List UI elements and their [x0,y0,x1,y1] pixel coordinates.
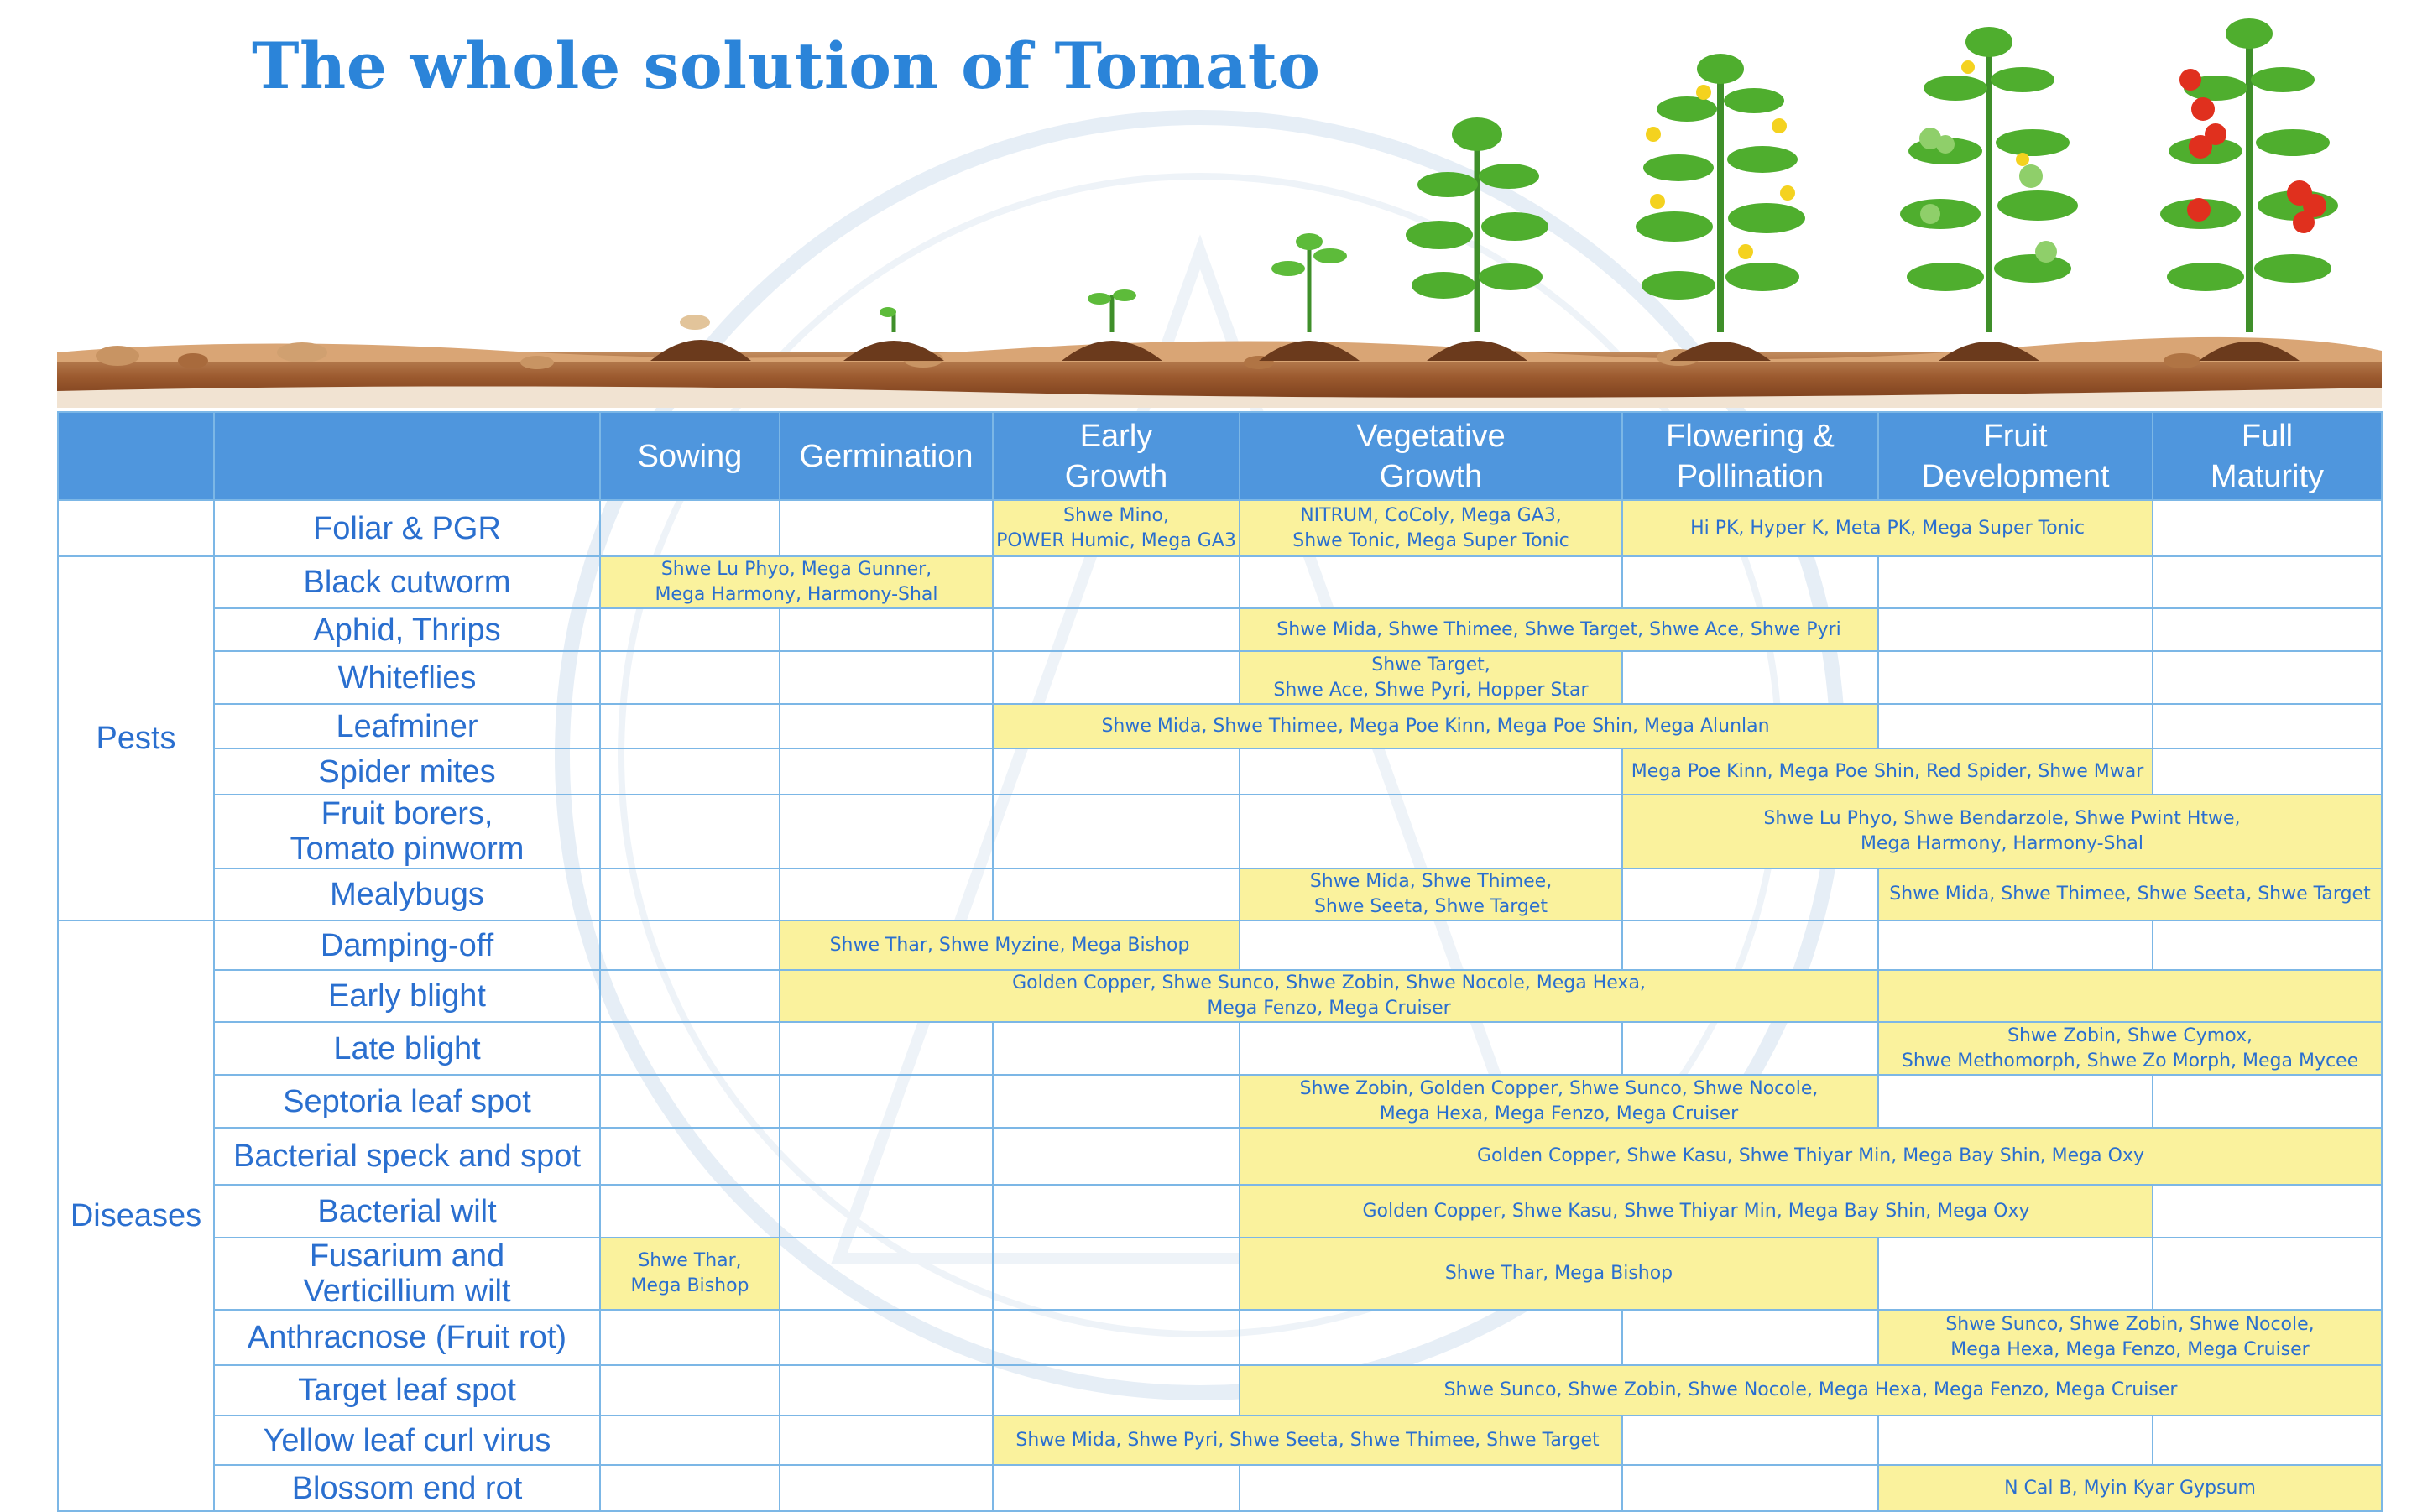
empty-cell [780,1465,993,1511]
empty-cell [993,608,1240,651]
product-cell: Shwe Thar, Shwe Myzine, Mega Bishop [780,920,1240,970]
header-blank-category [58,412,214,500]
empty-cell [2153,1075,2382,1128]
empty-cell [600,970,780,1022]
empty-cell [780,748,993,795]
empty-cell [993,1185,1240,1238]
product-cell: Shwe Target, Shwe Ace, Shwe Pyri, Hopper Star [1240,651,1622,704]
empty-cell [1240,795,1622,868]
empty-cell [1878,651,2153,704]
product-cell: Shwe Mida, Shwe Thimee, Mega Poe Kinn, Mega Poe Shin, Mega Alunlan [993,704,1878,748]
empty-cell [780,500,993,556]
category-label-pests: Pests [58,556,214,920]
table-row [58,868,2382,920]
row-label: Target leaf spot [214,1365,600,1416]
growth-stage-illustration [0,0,2417,411]
product-cell: NITRUM, CoColy, Mega GA3, Shwe Tonic, Mega Super Tonic [1240,500,1622,556]
table-row [58,1022,2382,1075]
table-row [58,795,2382,868]
row-label: Mealybugs [214,868,600,920]
solution-table [57,411,2383,1512]
empty-cell [780,1238,993,1310]
empty-cell [1622,1416,1878,1465]
empty-cell [780,1022,993,1075]
product-cell: Shwe Mida, Shwe Thimee, Shwe Seeta, Shwe Target [1240,868,1622,920]
stage-header: Full Maturity [2153,412,2382,500]
row-label: Fusarium and Verticillium wilt [214,1238,600,1310]
empty-cell [993,1365,1240,1416]
row-label: Whiteflies [214,651,600,704]
empty-cell [993,1465,1240,1511]
empty-cell [1622,1022,1878,1075]
stage-header: Vegetative Growth [1240,412,1622,500]
product-cell: Shwe Mino, POWER Humic, Mega GA3 [993,500,1240,556]
row-label: Spider mites [214,748,600,795]
product-cell: Shwe Zobin, Shwe Cymox, Shwe Methomorph, Shwe Zo Morph, Mega Mycee [1878,1022,2382,1075]
empty-cell [600,704,780,748]
row-label: Yellow leaf curl virus [214,1416,600,1465]
empty-cell [993,1238,1240,1310]
product-cell: Shwe Lu Phyo, Mega Gunner, Mega Harmony, Harmony-Shal [600,556,993,608]
empty-cell [2153,608,2382,651]
header-blank-item [214,412,600,500]
table-row [58,970,2382,1022]
table-row [58,651,2382,704]
empty-cell [1240,556,1622,608]
empty-cell [600,920,780,970]
product-cell: Shwe Mida, Shwe Pyri, Shwe Seeta, Shwe Thimee, Shwe Target [993,1416,1622,1465]
empty-cell [600,748,780,795]
empty-cell [600,1310,780,1365]
product-cell: Shwe Thar, Mega Bishop [600,1238,780,1310]
empty-cell [993,1310,1240,1365]
row-label: Foliar & PGR [214,500,600,556]
empty-cell [600,1075,780,1128]
row-label: Black cutworm [214,556,600,608]
category-label-diseases: Diseases [58,920,214,1511]
empty-cell [780,795,993,868]
page-title: The whole solution of Tomato [252,29,1321,103]
row-label: Blossom end rot [214,1465,600,1511]
table-row [58,1465,2382,1511]
empty-cell [780,608,993,651]
stage-header: Flowering & Pollination [1622,412,1878,500]
empty-cell [600,608,780,651]
empty-cell [600,500,780,556]
stage-header: Germination [780,412,993,500]
empty-cell [780,868,993,920]
row-label: Early blight [214,970,600,1022]
row-label: Damping-off [214,920,600,970]
table-row [58,608,2382,651]
empty-cell [780,651,993,704]
table-row [58,1075,2382,1128]
product-cell: Golden Copper, Shwe Sunco, Shwe Zobin, Shwe Nocole, Mega Hexa, Mega Fenzo, Mega Cruiser [780,970,1878,1022]
empty-cell [1240,1022,1622,1075]
product-cell: Golden Copper, Shwe Kasu, Shwe Thiyar Min, Mega Bay Shin, Mega Oxy [1240,1128,2382,1185]
flowering-plant [1636,54,1805,332]
product-cell: N Cal B, Myin Kyar Gypsum [1878,1465,2382,1511]
soil-strip [57,337,2382,408]
empty-cell [993,1128,1240,1185]
empty-cell [1622,651,1878,704]
empty-cell [1878,704,2153,748]
row-label: Bacterial speck and spot [214,1128,600,1185]
table-row [58,748,2382,795]
empty-cell [1622,920,1878,970]
empty-cell [600,1416,780,1465]
row-label: Bacterial wilt [214,1185,600,1238]
empty-cell [1878,1075,2153,1128]
row-label: Late blight [214,1022,600,1075]
empty-cell [2153,920,2382,970]
empty-cell [993,1075,1240,1128]
fruit-development-plant [1900,27,2078,332]
row-label: Fruit borers, Tomato pinworm [214,795,600,868]
empty-cell [2153,500,2382,556]
empty-cell [600,1128,780,1185]
empty-cell [2153,748,2382,795]
empty-cell [1878,1238,2153,1310]
empty-cell [993,795,1240,868]
empty-cell [600,1185,780,1238]
empty-cell [780,1365,993,1416]
product-cell: Shwe Mida, Shwe Thimee, Shwe Seeta, Shwe Target [1878,868,2382,920]
stage-header: Early Growth [993,412,1240,500]
empty-cell [780,1416,993,1465]
empty-cell [780,704,993,748]
empty-cell [1878,920,2153,970]
row-label: Leafminer [214,704,600,748]
table-row [58,1238,2382,1310]
empty-cell [2153,1185,2382,1238]
table-row [58,500,2382,556]
empty-cell [2153,704,2382,748]
product-cell: Hi PK, Hyper K, Meta PK, Mega Super Tonic [1622,500,2153,556]
row-label: Aphid, Thrips [214,608,600,651]
empty-cell [600,651,780,704]
empty-cell [1878,556,2153,608]
empty-cell [600,868,780,920]
empty-cell [993,868,1240,920]
table-row [58,920,2382,970]
product-cell: Shwe Sunco, Shwe Zobin, Shwe Nocole, Mega Hexa, Mega Fenzo, Mega Cruiser [1240,1365,2382,1416]
product-cell: Mega Poe Kinn, Mega Poe Shin, Red Spider, Shwe Mwar [1622,748,2153,795]
product-cell: Shwe Lu Phyo, Shwe Bendarzole, Shwe Pwint Htwe, Mega Harmony, Harmony-Shal [1622,795,2382,868]
empty-cell [1240,1310,1622,1365]
empty-cell [1622,868,1878,920]
table-row [58,1128,2382,1185]
empty-cell [1622,556,1878,608]
empty-cell [993,748,1240,795]
empty-cell [2153,556,2382,608]
table-row [58,1185,2382,1238]
empty-cell [780,1310,993,1365]
empty-cell [993,556,1240,608]
product-cell: Golden Copper, Shwe Kasu, Shwe Thiyar Min, Mega Bay Shin, Mega Oxy [1240,1185,2153,1238]
product-cell: Shwe Mida, Shwe Thimee, Shwe Target, Shwe Ace, Shwe Pyri [1240,608,1878,651]
empty-cell [993,651,1240,704]
stage-header-row [58,412,2382,500]
empty-cell [1240,920,1622,970]
empty-cell [1878,608,2153,651]
empty-cell [1240,1465,1622,1511]
empty-cell [2153,1416,2382,1465]
vegetative-plant [1406,117,1548,332]
empty-cell [1622,1465,1878,1511]
empty-cell [600,1022,780,1075]
empty-cell [780,1185,993,1238]
category-blank [58,500,214,556]
table-row [58,556,2382,608]
stage-header: Sowing [600,412,780,500]
empty-cell [1878,970,2382,1022]
product-cell: Shwe Sunco, Shwe Zobin, Shwe Nocole, Mega Hexa, Mega Fenzo, Mega Cruiser [1878,1310,2382,1365]
empty-cell [1878,1416,2153,1465]
empty-cell [780,1075,993,1128]
empty-cell [2153,651,2382,704]
table-row [58,1416,2382,1465]
table-row [58,1310,2382,1365]
row-label: Septoria leaf spot [214,1075,600,1128]
product-cell: Shwe Zobin, Golden Copper, Shwe Sunco, Shwe Nocole, Mega Hexa, Mega Fenzo, Mega Cruiser [1240,1075,1878,1128]
product-cell: Shwe Thar, Mega Bishop [1240,1238,1878,1310]
empty-cell [600,1465,780,1511]
row-label: Anthracnose (Fruit rot) [214,1310,600,1365]
empty-cell [2153,1238,2382,1310]
empty-cell [600,795,780,868]
stage-header: Fruit Development [1878,412,2153,500]
empty-cell [780,1128,993,1185]
mature-plant [2160,18,2338,332]
empty-cell [1622,1310,1878,1365]
empty-cell [600,1365,780,1416]
empty-cell [993,1022,1240,1075]
empty-cell [1240,748,1622,795]
table-row [58,1365,2382,1416]
table-row [58,704,2382,748]
